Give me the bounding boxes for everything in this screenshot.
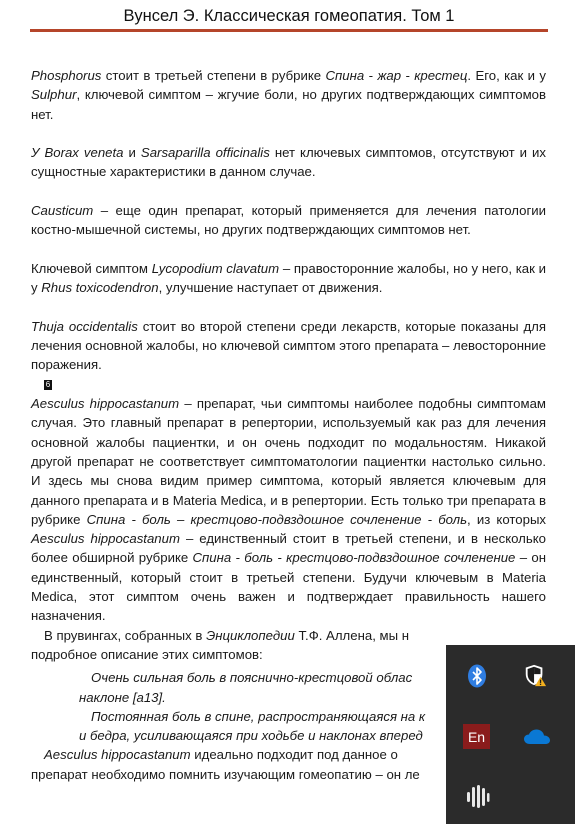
- remedy-name: Sulphur: [31, 87, 77, 103]
- text-run: , из которых: [467, 511, 547, 527]
- remedy-name: Aesculus hippocastanum: [31, 396, 180, 412]
- bluetooth-icon[interactable]: [465, 664, 489, 688]
- language-label: En: [467, 728, 486, 745]
- text-run: подробное описание этих симптомов:: [31, 646, 263, 662]
- document-title: Вунсел Э. Классическая гомеопатия. Том 1: [123, 7, 455, 25]
- quote-line: Постоянная боль в спине, распространяющаяся на к: [91, 708, 426, 724]
- text-run: – единственный стоит в третьей степени, и в несколько более обширной рубрике: [31, 531, 546, 566]
- text-run: – еще один препарат, который применяется для лечения патологии костно-мышечной системы, но других подтверждающих симптомов нет.: [31, 203, 546, 238]
- paragraph-aesculus: [31, 394, 546, 626]
- paragraph-thuja: [31, 317, 546, 375]
- paragraph-borax: [31, 143, 546, 182]
- rubric-name: Спина - боль – крестцово-подвздошное сочленение - боль: [86, 511, 468, 527]
- text-run: – препарат, чьи симптомы наиболее подобны симптомам случая. Это главный препарат в репертории, используемый как раз для лечения основной жалобы пациентки, и он очень подходит по модальностям. Никакой другой препарат не соответствует симптоматологии пациентки настолько сильно. И здесь мы снова видим пример симптома, который является ключевым для данного препарата и в Materia Medica, и в репертории. Есть только три препарата в рубрике: [31, 396, 546, 527]
- remedy-name: Phosphorus: [31, 68, 102, 83]
- language-indicator[interactable]: [463, 724, 490, 749]
- remedy-name: Lycopodium clavatum: [151, 260, 280, 276]
- onedrive-cloud-icon[interactable]: [523, 725, 551, 749]
- audio-app-icon[interactable]: [465, 783, 491, 809]
- marker-line: [31, 375, 546, 394]
- text-run: , улучшение наступает от движения.: [158, 280, 383, 296]
- text-run: Т.Ф. Аллена, мы н: [294, 627, 410, 643]
- text-run: препарат необходимо помнить изучающим гомеопатию – он ле: [31, 766, 420, 782]
- text-run: – он единственный, который стоит в третьей степени. Будучи ключевым в Materia Medica, этот симптом очень важен и подтверждает правильность нашего назначения.: [31, 550, 547, 624]
- header-divider: [30, 29, 548, 32]
- text-run: нет ключевых симптомов, отсутствуют и их сущностные характеристики в данном случае.: [31, 145, 546, 180]
- text-run: стоит в третьей степени в рубрике: [101, 68, 326, 83]
- text-run: идеально подходит под данное о: [190, 747, 398, 763]
- page-header: [30, 4, 548, 28]
- remedy-name: Aesculus hippocastanum: [44, 747, 191, 763]
- rubric-name: Спина - боль - крестцово-подвздошное сочленение: [192, 550, 516, 566]
- text-run: стоит во второй степени среди лекарств, которые показаны для лечения основной жалобы, но ключевой симптом этого препарата – левосторонние поражения.: [31, 318, 547, 373]
- quote-line: наклоне [a13].: [79, 689, 166, 705]
- rubric-name: Спина - жар - крестец: [325, 68, 468, 83]
- remedy-name: Causticum: [31, 203, 94, 219]
- text-run: и: [123, 145, 141, 161]
- text-run: , ключевой симптом – жгучие боли, но других подтверждающих симптомов нет.: [31, 87, 546, 122]
- paragraph-causticum: [31, 201, 546, 240]
- remedy-name: Sarsaparilla officinalis: [140, 145, 270, 161]
- remedy-name: Rhus toxicodendron: [41, 280, 159, 296]
- book-title: Энциклопедии: [206, 627, 295, 643]
- text-run: Ключевой симптом: [31, 260, 152, 276]
- paragraph-phosphorus: [31, 66, 546, 124]
- text-run: В прувингах, собранных в: [44, 627, 207, 643]
- remedy-name: Thuja occidentalis: [31, 318, 138, 334]
- remedy-name: У Borax veneta: [31, 145, 124, 161]
- paragraph-lycopodium: [31, 259, 546, 298]
- text-cursor-marker: 6: [45, 380, 51, 390]
- security-shield-warning-icon[interactable]: [523, 663, 547, 687]
- text-run: – правосторонние жалобы, но у него, как и у: [31, 260, 546, 296]
- text-run: . Его, как и у: [467, 68, 546, 83]
- quote-line: Очень сильная боль в пояснично-крестцовой облас: [91, 670, 413, 686]
- quote-line: и бедра, усиливающаяся при ходьбе и наклонах вперед: [79, 728, 423, 744]
- remedy-name: Aesculus hippocastanum: [31, 531, 180, 547]
